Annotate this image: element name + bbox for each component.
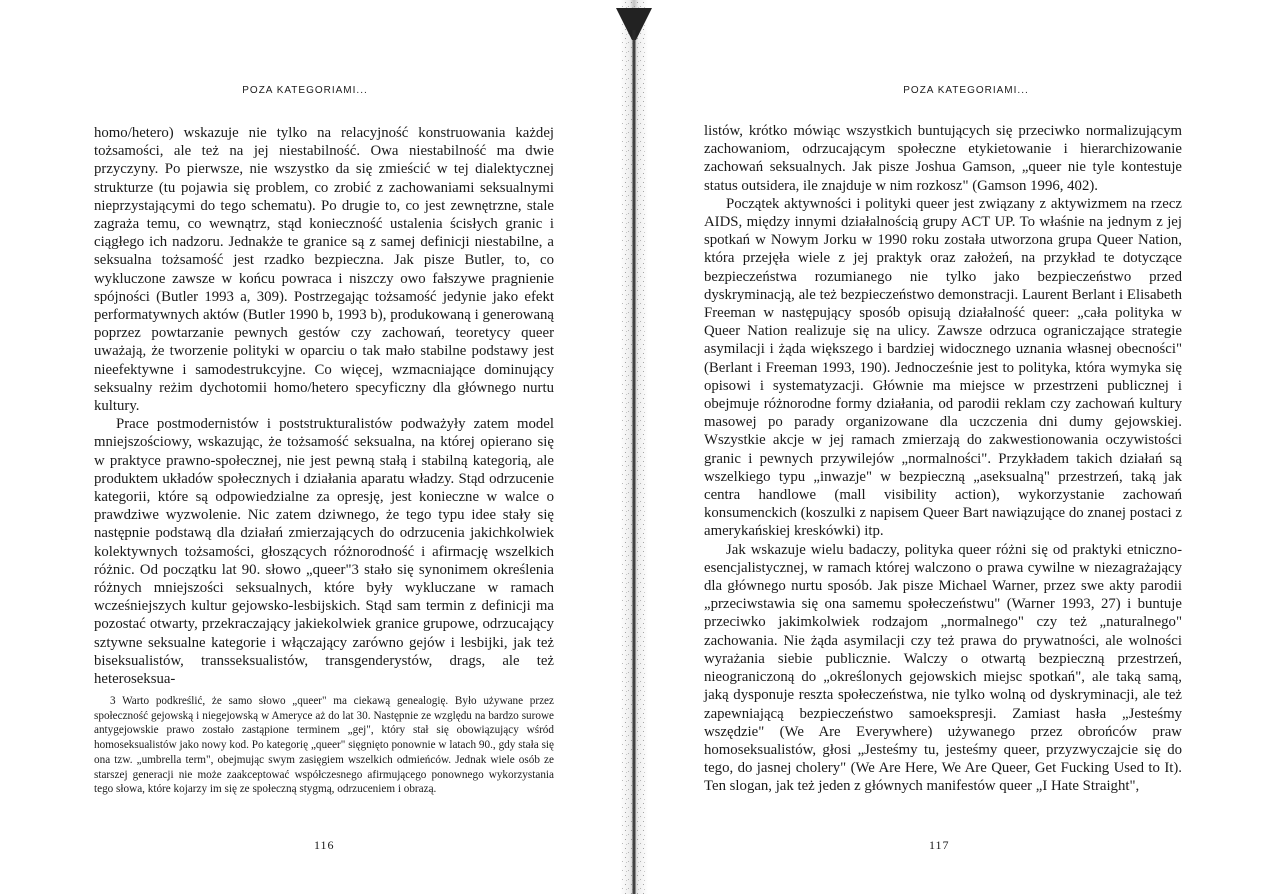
running-head-left: POZA KATEGORIAMI... xyxy=(242,85,368,96)
footnote-text: 3 Warto podkreślić, że samo słowo „queer" ma ciekawą genealogię. Było używane przez społeczność gejowską i niegejowską w Ameryce aż do lat 30. Następnie ze względu na bardzo surowe antygejowskie prawo zostało zastąpione terminem „gej", który stał się obowiązujący wśród homoseksualistów jako nowy kod. Po kategorię „queer" sięgnięto ponownie w latach 90., gdy stała się ona tzw. „umbrella term", obejmując swym zasięgiem wszelkich odmieńców. Jednak wiele osób ze starszej generacji nie może zaakceptować współczesnego afirmującego ponownego wykorzystania tego słowa, które kojarzy im się ze społeczną stygmą, odrzuceniem i obrazą. xyxy=(94,695,554,796)
right-paragraph-2: Początek aktywności i polityki queer jest związany z aktywizmem na rzecz AIDS, między innymi działalnością grupy ACT UP. To właśnie na jednym z jej spotkań w Nowym Jorku w 1990 roku została utworzona grupa Queer Nation, która przejęła wiele z jej praktyk oraz założeń, na przykład te dotyczące bezpieczeństwa rozumianego nie tylko jako bezpieczeństwo przed dyskryminacją, ale też bezpieczeństwo demonstracji. Laurent Berlant i Elisabeth Freeman w następujący sposób opisują działalność queer: „cała polityka w Queer Nation realizuje się na ulicy. Zawsze odrzuca ograniczające strategie asymilacji i żąda większego i bardziej widocznego uznania własnej obecności" (Berlant i Freeman 1993, 190). Jednocześnie jest to polityka, która wymyka się opisowi i systematyzacji. Głównie ma miejsce w przestrzeni publicznej i obejmuje różnorodne formy działania, od parodii reklam czy zachowań kultury masowej po parady organizowane dla uczczenia dni dumy gejowskiej. Wszystkie akcje w jej ramach zmierzają do zakwestionowania oczywistości granic i pewnych przywilejów „normalności". Przykładem takich działań są wszelkiego typu „inwazje" w bezpieczną „aseksualną" przestrzeń, taką jak centra handlowe (mall visibility action), wykorzystanie zachowań konsumenckich (koszulki z napisem Queer Bart nawiązujące do znanej postaci z amerykańskiej kreskówki) itp. xyxy=(704,195,1182,540)
page-number-left: 116 xyxy=(314,838,335,852)
right-page xyxy=(636,0,1262,894)
footnote-3 xyxy=(94,694,554,797)
left-paragraph-1: homo/hetero) wskazuje nie tylko na relacyjność konstruowania każdej tożsamości, ale też na jej niestabilność. Owa niestabilność ma dwie przyczyny. Po pierwsze, nie wszystko da się zmieścić w tej dialektycznej strukturze (tu pojawia się problem, co zrobić z zachowaniami seksualnymi nieprzystającymi do tego schematu). Po drugie to, co jest zewnętrzne, stale zagraża temu, co wewnątrz, stąd konieczność ustalenia ścisłych granic i ciągłego ich nadzoru. Jednakże te granice są z samej definicji niestabilne, a seksualna tożsamość jest rzadko bezpieczna. Jak pisze Butler, to, co wykluczone zawsze w końcu powraca i niszczy owo fałszywe pragnienie spójności (Butler 1993 a, 309). Postrzegając tożsamość jedynie jako efekt performatywnych aktów (Butler 1990 b, 1993 b), produkowaną i generowaną poprzez powtarzanie pewnych gestów czy zachowań, teoretycy queer uważają, że tworzenie polityki w oparciu o tak mało stabilne podstawy jest nieefektywne i samodestrukcyjne. Co więcej, wzmacniające dominujący seksualny reżim dychotomii homo/hetero specyficzny dla głównego nurtu kultury. xyxy=(94,125,554,415)
running-head-right: POZA KATEGORIAMI... xyxy=(903,85,1029,96)
left-page xyxy=(0,0,628,894)
right-paragraph-1: listów, krótko mówiąc wszystkich buntujących się przeciwko normalizującym zachowaniom, odrzucającym społeczne etykietowanie i hierarchizowanie zachowań seksualnych. Jak pisze Joshua Gamson, „queer nie tyle kontestuje status outsidera, ile znajduje w nim rozkosz" (Gamson 1996, 402). xyxy=(704,123,1182,194)
right-page-body xyxy=(704,122,1182,796)
left-paragraph-2: Prace postmodernistów i poststrukturalistów podważyły zatem model mniejszościowy, wskazując, że tożsamość seksualna, na której opierano się w praktyce prawno-społecznej, nie jest pewną stałą i stabilną kategorią, ale produktem układów społecznych i działania aparatu władzy. Stąd odrzucenie kategorii, które są odpowiedzialne za opresję, jest konieczne w walce o prawdziwe wyzwolenie. Nic zatem dziwnego, że tego typu idee stały się następnie podstawą dla działań zmierzających do odrzucenia jakichkolwiek kolektywnych tożsamości, głoszących różnorodność i afirmację wszelkich różnic. Od początku lat 90. słowo „queer"3 stało się synonimem określenia różnych mniejszości seksualnych, które były wykluczane w ramach wcześniejszych kultur gejowsko-lesbijskich. Stąd sam termin z definicji ma pozostać otwarty, przekraczający jakiekolwiek granice grupowe, odrzucający sztywne seksualne kategorie i włączający zarówno gejów i lesbijki, jak też biseksualistów, transseksualistów, transgenderystów, drags, ale też heteroseksua- xyxy=(94,416,554,688)
page-number-right: 117 xyxy=(929,838,950,852)
right-paragraph-3: Jak wskazuje wielu badaczy, polityka queer różni się od praktyki etniczno-esencjalistycznej, w ramach której walczono o prawa cywilne w niezagrażający dla głównego nurtu sposób. Jak pisze Michael Warner, przez swe akty parodii „przeciwstawia się ona samemu społeczeństwu" (Warner 1993, 27) i buntuje przeciwko jakimkolwiek rodzajom „normalnego" czy też „naturalnego" zachowania. Nie żąda asymilacji czy też prawa do prywatności, ale wolności wyrażania siebie publicznie. Walczy o otwartą bezpieczną przestrzeń, nieograniczoną do „określonych gejowskich miejsc spotkań", ale taką samą, jaką dysponuje reszta społeczeństwa, nie tylko wolną od dyskryminacji, ale też zapewniającą bezpieczeństwo samoekspresji. Zamiast hasła „Jesteśmy wszędzie" (We Are Everywhere) używanego przez obrońców praw homoseksualistów, głosi „Jesteśmy tu, jesteśmy queer, przyzwyczajcie się do tego, do jasnej cholery" (We Are Here, We Are Queer, Get Fucking Used to It). Ten slogan, jak też jeden z głównych manifestów queer „I Hate Straight", xyxy=(704,541,1182,795)
left-page-body xyxy=(94,124,554,688)
